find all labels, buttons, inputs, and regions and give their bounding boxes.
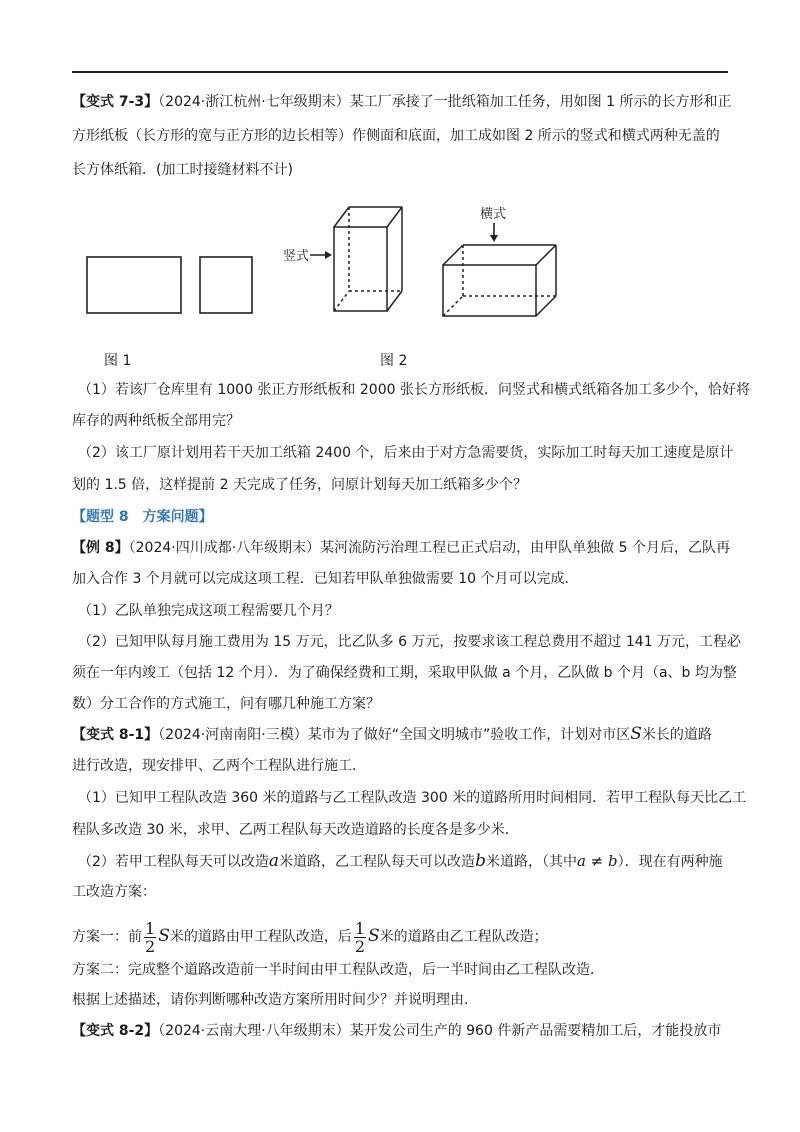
example-8-q1: （1）乙队单独完成这项工程需要几个月？ [78,603,339,619]
variant-7-3-line-1: 【变式 7-3】（2024·浙江杭州·七年级期末）某工厂承接了一批纸箱加工任务，用如图 1 所示的长方形和正 [72,94,732,110]
variant-8-1-q2-line-2: 工改造方案： [72,884,156,900]
variant-7-3-label: 【变式 7-3】 [72,94,159,110]
fraction-one-half: $\frac{1}{2}$ [145,918,156,956]
q7-3-1-line-1: （1）若该厂仓库里有 1000 张正方形纸板和 2000 张长方形纸板．问竖式和横式纸箱各加工多少个，恰好将 [78,382,750,398]
plan-2: 方案二：完成整个道路改造前一半时间由甲工程队改造，后一半时间由乙工程队改造． [72,962,604,978]
example-8-q2-line-1: （2）已知甲队每月施工费用为 15 万元，比乙队多 6 万元，按要求该工程总费用不超过 141 万元，工程必 [78,634,742,650]
example-8-q2-line-3: 数）分工合作的方式施工，问有哪几种施工方案？ [72,696,380,712]
variable-S: S [630,724,642,744]
variant-8-1-line-2: 进行改造，现安排甲、乙两个工程队进行施工． [72,758,366,774]
variant-8-2-line-1: 【变式 8-2】（2024·云南大理·八年级期末）某开发公司生产的 960 件新产品需要精加工后，才能投放市 [72,1023,722,1039]
rectangle-board [87,257,181,313]
section-8-title: 【题型 8 方案问题】 [72,509,213,525]
horizontal-arrow-icon [490,223,498,242]
vertical-label: 竖式 [283,249,310,264]
variant-8-1-q1-line-2: 程队多改造 30 米，求甲、乙两工程队每天改造道路的长度各是多少米． [72,822,519,838]
q7-3-2-line-1: （2）该工厂原计划用若干天加工纸箱 2400 个，后来由于对方急需要货，实际加工时每天加工速度是原计 [78,445,734,461]
variant-7-3-line-2: 方形纸板（长方形的宽与正方形的边长相等）作侧面和底面，加工成如图 2 所示的竖式和横式两种无盖的 [72,128,720,144]
variant-7-3-line-3: 长方体纸箱．(加工时接缝材料不计) [72,162,293,178]
condition-a-neq-b: a ≠ b [576,852,618,870]
q7-3-2-line-2: 划的 1.5 倍，这样提前 2 天完成了任务，问原计划每天加工纸箱多少个？ [72,477,527,493]
variable-b: b [475,851,486,871]
example-8-line-2: 加入合作 3 个月就可以完成这项工程．已知若甲队单独做需要 10 个月可以完成． [72,571,579,587]
variant-8-1-ask: 根据上述描述，请你判断哪种改造方案所用时间少？并说明理由． [72,992,478,1008]
figure-2-caption: 图 2 [380,353,408,369]
variant-8-1-line-1: 【变式 8-1】（2024·河南南阳·三模）某市为了做好“全国文明城市”验收工作，计划对市区S米长的道路 [72,724,712,744]
figure-1-caption: 图 1 [104,353,132,369]
header-rule [72,71,728,73]
horizontal-box [443,245,556,316]
q7-3-1-line-2: 库存的两种纸板全部用完？ [72,413,240,429]
vertical-arrow-icon [310,251,332,259]
variant-8-1-q1-line-1: （1）已知甲工程队改造 360 米的道路与乙工程队改造 300 米的道路所用时间相同．若甲工程队每天比乙工 [78,790,747,806]
fraction-one-half-2: $\frac{1}{2}$ [354,918,366,956]
horizontal-label: 横式 [480,207,507,222]
variant-8-1-label: 【变式 8-1】 [72,727,159,743]
variant-8-1-q2-line-1: （2）若甲工程队每天可以改造a米道路，乙工程队每天可以改造b米道路，（其中a ≠ b）．现在有两种施 [78,851,723,871]
variant-8-2-label: 【变式 8-2】 [72,1023,159,1039]
example-8-label: 【例 8】 [72,540,129,556]
vertical-box [334,207,402,311]
example-8-line-1: 【例 8】（2024·四川成都·八年级期末）某河流防污治理工程已正式启动，由甲队单独做 5 个月后，乙队再 [72,540,730,556]
variable-a: a [268,851,280,871]
plan-1: 方案一：前 $\frac{1}{2}$ S米的道路由甲工程队改造，后 $\frac{1}{2}$ S米的道路由乙工程队改造； [72,918,548,956]
box-figures [80,200,580,340]
example-8-q2-line-2: 须在一年内竣工（包括 12 个月）．为了确保经费和工期，采取甲队做 a 个月，乙队做 b 个月（a、b 均为整 [72,665,737,681]
square-board [200,257,252,313]
